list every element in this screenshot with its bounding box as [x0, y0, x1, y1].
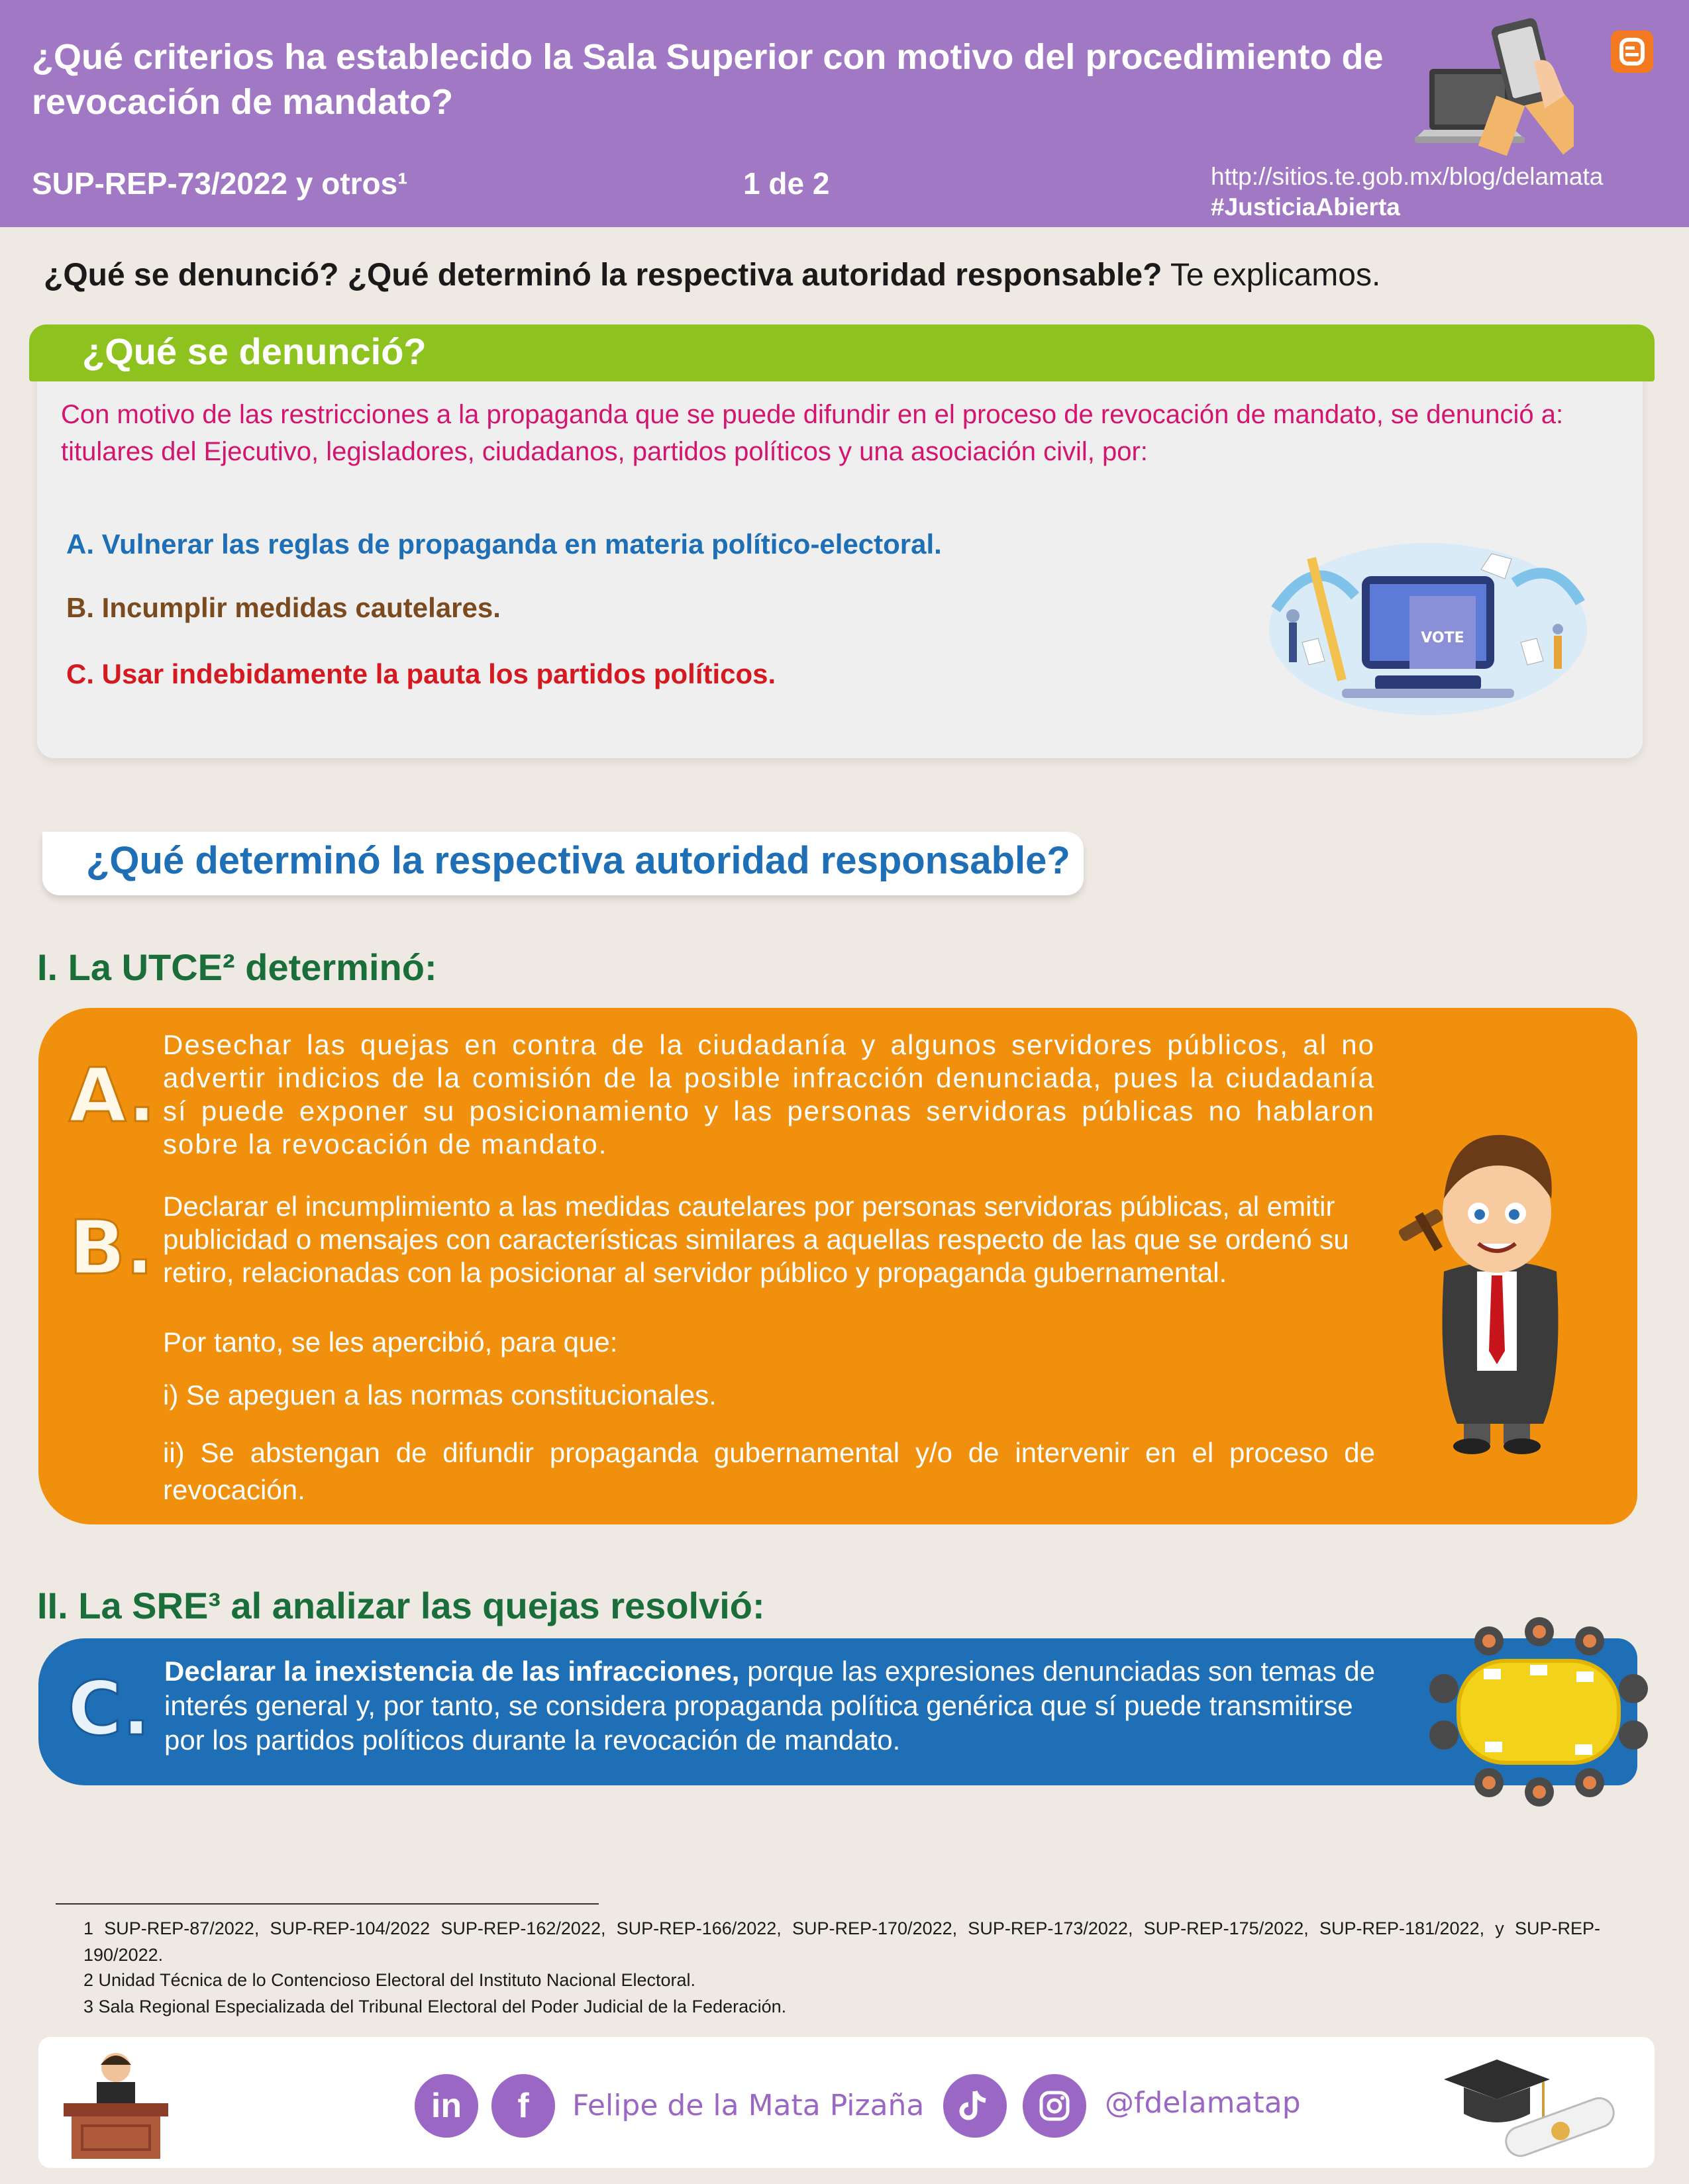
voting-illustration: [1262, 530, 1594, 728]
utce-point-ii: ii) Se abstengan de difundir propaganda gubernamental y/o de intervenir en el proceso de revocación.: [163, 1437, 1375, 1505]
linkedin-icon[interactable]: in: [415, 2074, 478, 2138]
page-title: ¿Qué criterios ha establecido la Sala Superior con motivo del procedimiento de revocación de mandato?: [32, 37, 1384, 122]
intro-question: ¿Qué se denunció? ¿Qué determinó la respectiva autoridad responsable?: [44, 258, 1162, 293]
judge-illustration: [1398, 1126, 1590, 1457]
intro-line: [44, 257, 1380, 293]
footer-name: Felipe de la Mata Pizaña: [572, 2089, 925, 2122]
page-indicator: 1 de 2: [743, 166, 830, 201]
sre-heading: II. La SRE³ al analizar las quejas resolvió:: [37, 1585, 765, 1626]
sre-rest: porque las expresiones denunciadas son temas de interés general y, por tanto, se considera propaganda política genérica que sí puede transmitirse por los partidos políticos durante la revocación de mandato.: [164, 1656, 1376, 1756]
vote-label: VOTE: [1421, 630, 1464, 646]
intro-rest: Te explicamos.: [1162, 258, 1381, 293]
reason-b: B. Incumplir medidas cautelares.: [66, 592, 501, 623]
utce-point-i: i) Se apeguen a las normas constitucionales.: [163, 1379, 717, 1411]
hashtag: #JusticiaAbierta: [1211, 193, 1400, 221]
sre-bold: Declarar la inexistencia de las infracciones,: [164, 1656, 740, 1687]
footer-handle: @fdelamatap: [1105, 2086, 1301, 2120]
blog-link[interactable]: http://sitios.te.gob.mx/blog/delamata: [1211, 163, 1604, 190]
case-id: SUP-REP-73/2022 y otros¹: [32, 166, 408, 201]
facebook-icon[interactable]: f: [491, 2074, 555, 2138]
graduation-cap-icon: [1431, 2046, 1629, 2165]
denuncia-text: Con motivo de las restricciones a la propaganda que se puede difundir en el proceso de revocación de mandato, se denunció a: titulares del Ejecutivo, legisladores, ciudadanos, partidos políticos y una asociación civil, por:: [61, 400, 1564, 466]
footnote-3: 3 Sala Regional Especializada del Tribunal Electoral del Poder Judicial de la Federación.: [83, 1997, 787, 2016]
utce-therefore: Por tanto, se les apercibió, para que:: [163, 1326, 618, 1358]
letter-c: C.: [68, 1666, 150, 1752]
determination-heading: ¿Qué determinó la respectiva autoridad responsable?: [86, 839, 1070, 882]
blogger-icon[interactable]: [1611, 30, 1653, 73]
footnote-1: 1 SUP-REP-87/2022, SUP-REP-104/2022 SUP-REP-162/2022, SUP-REP-166/2022, SUP-REP-170/2022, SUP-REP-173/2022, SUP-REP-175/2022, SUP-REP-181/2022, y SUP-REP-190/2022.: [83, 1918, 1600, 1965]
footnote-divider: [56, 1903, 599, 1905]
reason-c: C. Usar indebidamente la pauta los partidos políticos.: [66, 658, 776, 689]
footnote-2: 2 Unidad Técnica de lo Contencioso Electoral del Instituto Nacional Electoral.: [83, 1970, 696, 1990]
sre-text: [164, 1654, 1376, 1758]
reason-a: A. Vulnerar las reglas de propaganda en materia político-electoral.: [66, 528, 942, 560]
utce-item-b: Declarar el incumplimiento a las medidas cautelares por personas servidoras públicas, al emitir publicidad o mensajes con características similares a aquellas respecto de las que se ordenó su retiro, relacionadas con la posicionar al servidor público y propaganda gubernamental.: [163, 1191, 1349, 1288]
denuncia-heading: ¿Qué se denunció?: [82, 330, 427, 372]
letter-b: B.: [69, 1205, 154, 1291]
instagram-icon[interactable]: [1023, 2074, 1086, 2138]
meeting-table-illustration: [1424, 1609, 1653, 1814]
laptop-phone-illustration: [1415, 15, 1574, 160]
tiktok-icon[interactable]: [943, 2074, 1007, 2138]
utce-item-a: Desechar las quejas en contra de la ciudadanía y algunos servidores públicos, al no advertir indicios de la comisión de la posible infracción denunciada, pues la ciudadanía sí puede exponer su posicionamiento y las personas servidoras públicas no hablaron sobre la revocación de mandato.: [163, 1029, 1375, 1160]
letter-a: A.: [69, 1053, 156, 1139]
utce-heading: I. La UTCE² determinó:: [37, 946, 437, 988]
podium-judge-icon: [60, 2049, 172, 2161]
